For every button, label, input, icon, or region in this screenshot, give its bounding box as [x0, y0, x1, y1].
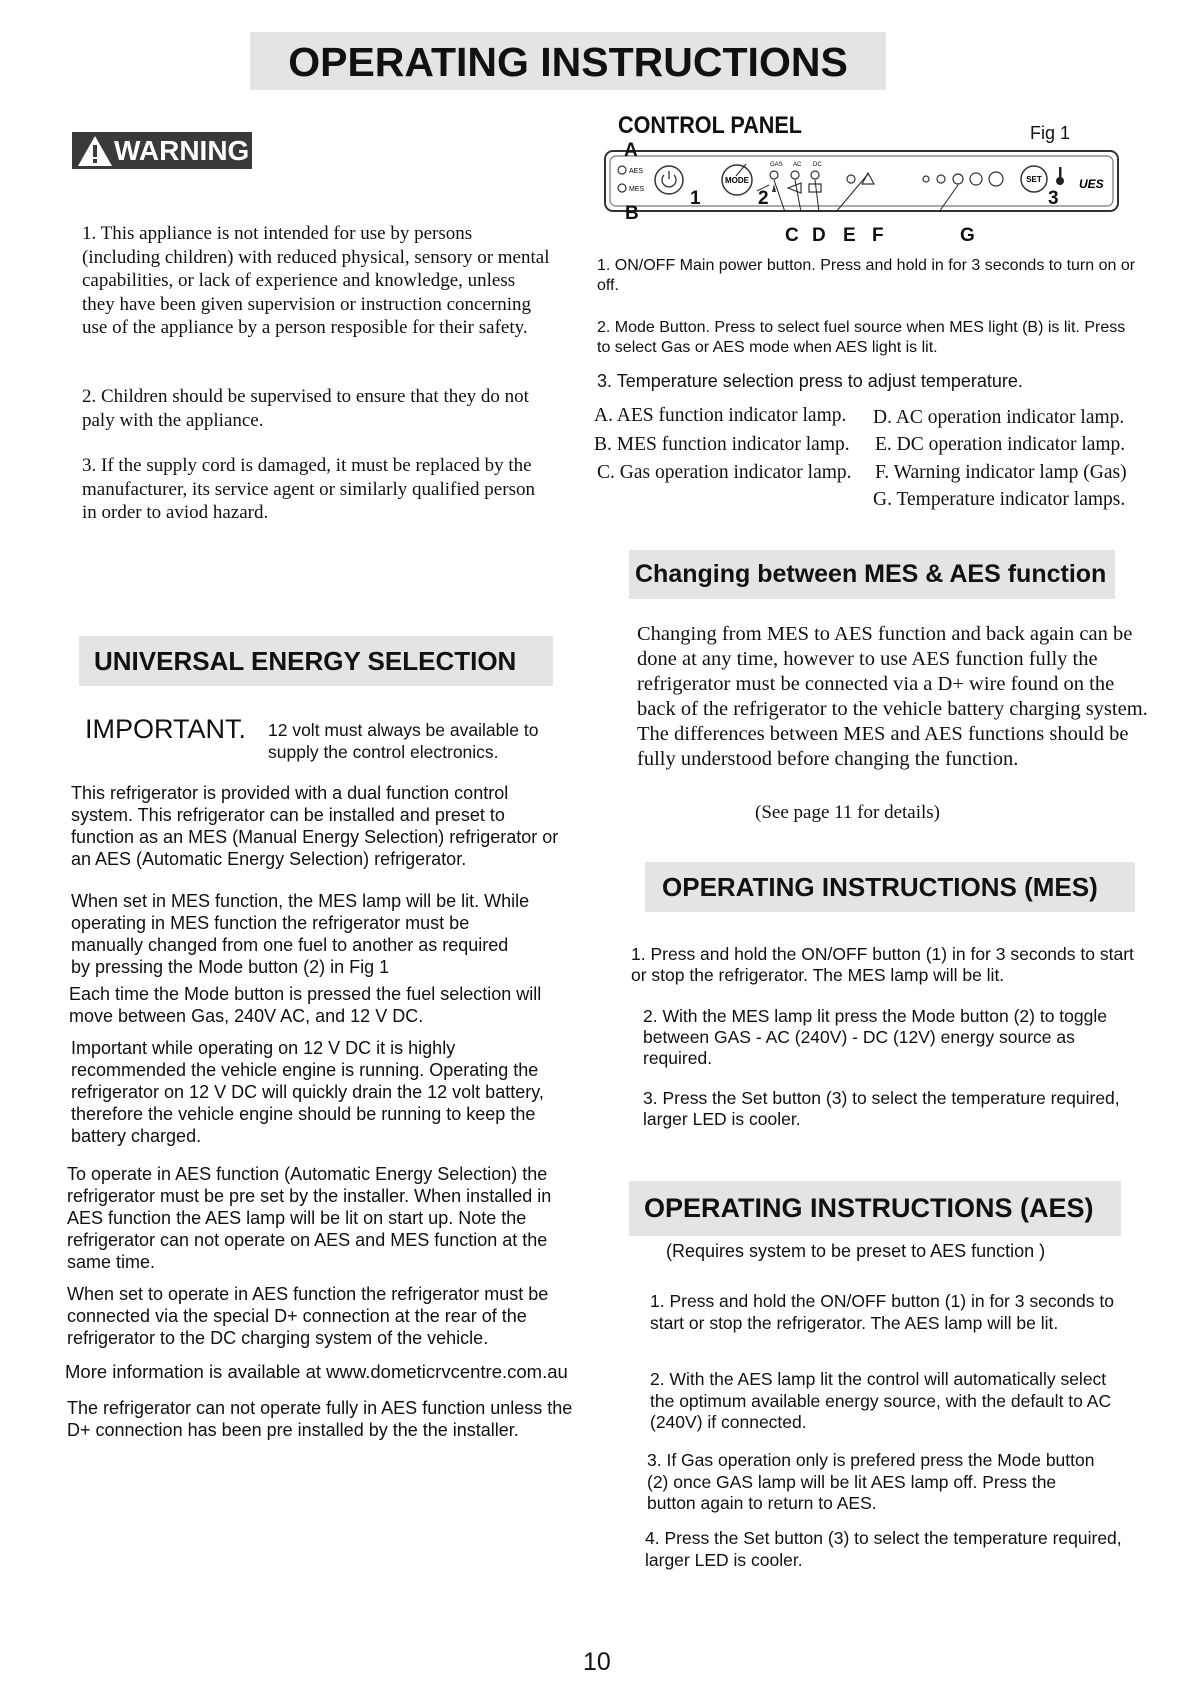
control-panel-diagram — [604, 150, 1119, 212]
universal-para-3: Each time the Mode button is pressed the fuel selection will move between Gas, 240V AC, and 12 V DC. — [69, 984, 542, 1026]
control-panel-title: CONTROL PANEL — [618, 112, 803, 139]
page-number: 10 — [583, 1648, 611, 1676]
legend-c: C. Gas operation indicator lamp. — [597, 462, 852, 483]
set-button-label: SET — [1026, 175, 1042, 184]
control-note-3: 3. Temperature selection press to adjust temperature. — [597, 371, 1023, 391]
legend-a: A. AES function indicator lamp. — [594, 405, 847, 426]
fig-label: Fig 1 — [1030, 123, 1071, 143]
callout-a: A — [624, 140, 638, 161]
legend-e: E. DC operation indicator lamp. — [875, 434, 1126, 455]
legend-b: B. MES function indicator lamp. — [594, 434, 850, 455]
warning-badge — [72, 132, 252, 169]
important-label: IMPORTANT. — [85, 714, 247, 744]
mes-lamp-label: MES — [629, 186, 645, 193]
brand-logo: UES — [1079, 177, 1104, 191]
callout-c: C — [785, 225, 799, 246]
warning-label: WARNING — [114, 134, 250, 166]
callout-d: D — [812, 225, 826, 246]
warning-item-1: 1. This appliance is not intended for use by persons (including children) with reduced physical, sensory or mental capabilities, or lack of experience and knowledge, unless they have been given supervision or instruction concerning use of the appliance by a person resposible for their safety. — [82, 223, 550, 338]
universal-para-7: More information is available at www.dometicrvcentre.com.au — [65, 1361, 568, 1382]
legend-d: D. AC operation indicator lamp. — [873, 407, 1125, 428]
legend-g: G. Temperature indicator lamps. — [873, 489, 1126, 510]
changing-text — [637, 622, 1157, 772]
gas-label: GAS — [770, 162, 783, 168]
warning-icon — [76, 134, 114, 168]
universal-heading: UNIVERSAL ENERGY SELECTION — [79, 636, 553, 686]
changing-text-1: Changing from MES to AES function and back again can be done at any time, however to use AES function fully the refrigerator must be connected via a D+ wire found on the back of the refrigerator to the vehicle battery charging system. — [637, 623, 1148, 720]
aes-step-4: 4. Press the Set button (3) to select the temperature required, larger LED is cooler. — [645, 1528, 1122, 1570]
universal-para-5: To operate in AES function (Automatic Energy Selection) the refrigerator must be pre set by the installer. When installed in AES function the AES lamp will be lit on start up. Note the refrigerator can not operate on AES and MES function at the same time. — [67, 1164, 552, 1272]
aes-note: (Requires system to be preset to AES function ) — [666, 1241, 1046, 1261]
callout-f: F — [872, 225, 884, 246]
universal-para-8: The refrigerator can not operate fully in AES function unless the D+ connection has been pre installed by the the installer. — [67, 1398, 573, 1440]
mes-step-3: 3. Press the Set button (3) to select the temperature required, larger LED is cooler. — [643, 1088, 1120, 1129]
aes-lamp-label: AES — [629, 168, 644, 175]
aes-heading: OPERATING INSTRUCTIONS (AES) — [629, 1181, 1121, 1236]
mes-step-1: 1. Press and hold the ON/OFF button (1) in for 3 seconds to start or stop the refrigerator. The MES lamp will be lit. — [631, 944, 1134, 985]
universal-para-6: When set to operate in AES function the refrigerator must be connected via the special D+ connection at the rear of the refrigerator to the DC charging system of the vehicle. — [67, 1284, 549, 1348]
dc-label: DC — [813, 162, 822, 168]
page-title: OPERATING INSTRUCTIONS — [250, 32, 886, 90]
callout-3: 3 — [1048, 188, 1059, 209]
callout-g: G — [960, 225, 975, 246]
important-note: 12 volt must always be available to supply the control electronics. — [268, 720, 539, 762]
changing-text-2: The differences between MES and AES functions should be fully understood before changing the function. — [637, 723, 1129, 770]
aes-step-1: 1. Press and hold the ON/OFF button (1) in for 3 seconds to start or stop the refrigerator. The AES lamp will be lit. — [650, 1291, 1114, 1333]
callout-e: E — [843, 225, 856, 246]
callout-1: 1 — [690, 188, 701, 209]
control-note-1: 1. ON/OFF Main power button. Press and hold in for 3 seconds to turn on or off. — [597, 257, 1136, 294]
callout-b: B — [625, 203, 639, 224]
mes-heading: OPERATING INSTRUCTIONS (MES) — [645, 862, 1135, 912]
aes-step-2: 2. With the AES lamp lit the control will automatically select the optimum available energy source, with the default to AC (240V) if connected. — [650, 1369, 1112, 1432]
ac-label: AC — [793, 162, 802, 168]
warning-item-2: 2. Children should be supervised to ensure that they do not paly with the appliance. — [82, 386, 529, 431]
universal-para-2: When set in MES function, the MES lamp will be lit. While operating in MES function the refrigerator must be manually changed from one fuel to another as required by pressing the Mode button (2) in Fig 1 — [71, 891, 530, 977]
universal-para-4: Important while operating on 12 V DC it is highly recommended the vehicle engine is running. Operating the refrigerator on 12 V DC will quickly drain the 12 volt battery, therefore the vehicle engine should be running to keep the battery charged. — [71, 1038, 544, 1146]
mes-step-2: 2. With the MES lamp lit press the Mode button (2) to toggle between GAS - AC (240V) - DC (12V) energy source as required. — [643, 1006, 1107, 1068]
mode-button-label: MODE — [725, 176, 749, 185]
changing-heading: Changing between MES & AES function — [629, 550, 1115, 599]
callout-2: 2 — [758, 188, 769, 209]
universal-para-1: This refrigerator is provided with a dual function control system. This refrigerator can be installed and preset to function as an MES (Manual Energy Selection) refrigerator or an AES (Automatic Energy Selection) refrigerator. — [71, 783, 559, 869]
see-page-note: (See page 11 for details) — [755, 802, 940, 823]
control-note-2: 2. Mode Button. Press to select fuel source when MES light (B) is lit. Press to select Gas or AES mode when AES light is lit. — [597, 319, 1126, 356]
warning-item-3: 3. If the supply cord is damaged, it must be replaced by the manufacturer, its service agent or similarly qualified person in order to aviod hazard. — [82, 455, 535, 523]
legend-f: F. Warning indicator lamp (Gas) — [875, 462, 1127, 483]
aes-step-3: 3. If Gas operation only is prefered press the Mode button (2) once GAS lamp will be lit AES lamp off. Press the button again to return to AES. — [647, 1450, 1095, 1513]
